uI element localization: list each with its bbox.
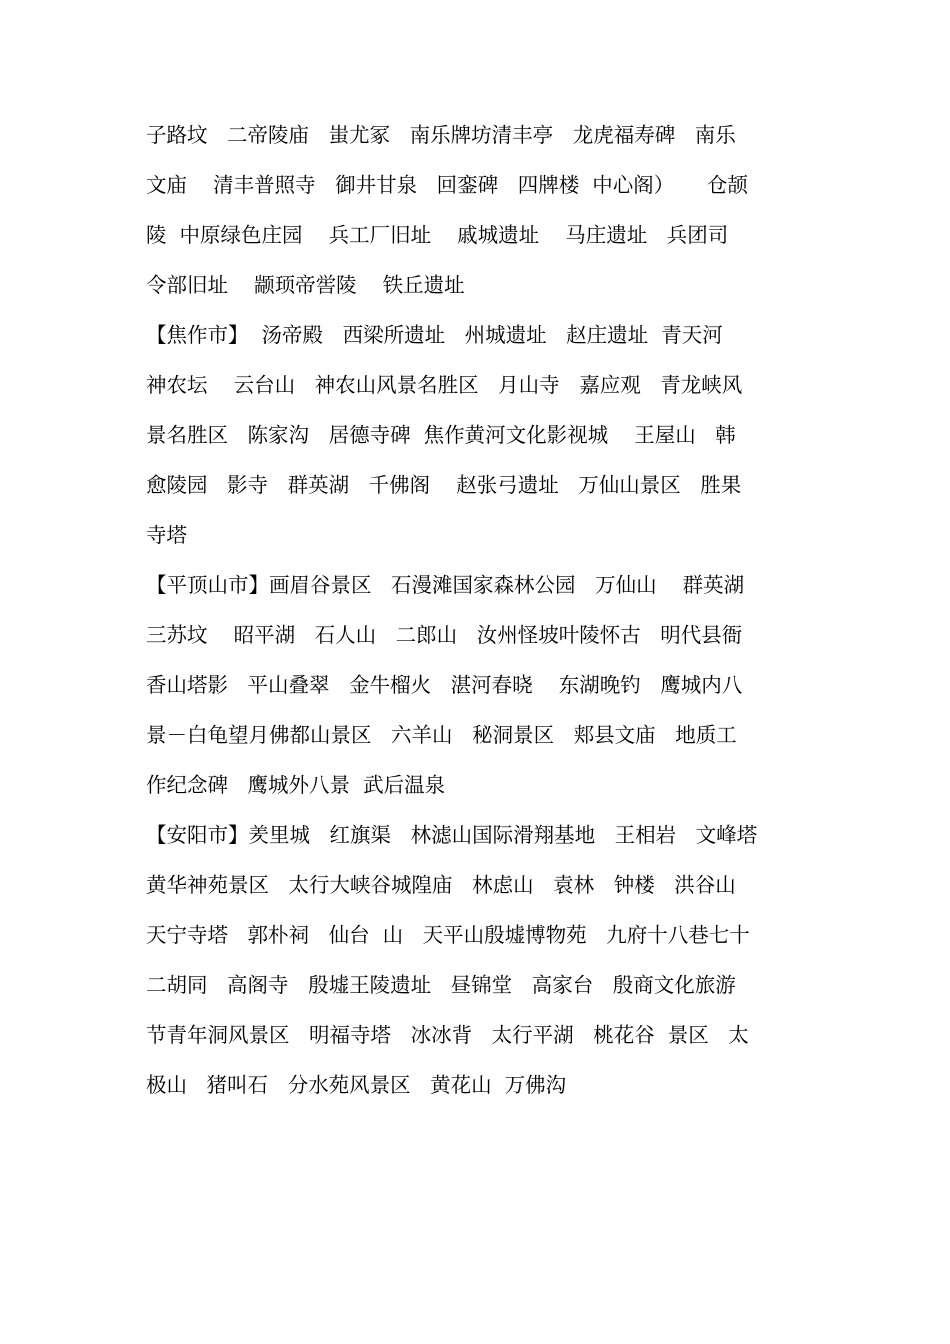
document-page: [146, 110, 818, 1110]
text-line: 天宁寺塔 郭朴祠 仙台 山 天平山殷墟博物苑 九府十八巷七十: [146, 923, 750, 947]
text-line: 神农坛 云台山 神农山风景名胜区 月山寺 嘉应观 青龙峡风: [146, 373, 743, 397]
section-anyang-line: 【安阳市】羑里城 红旗渠 林滤山国际滑翔基地 王相岩 文峰塔: [146, 823, 758, 847]
text-line: 令部旧址 颛顼帝喾陵 铁丘遗址: [146, 273, 465, 297]
text-line: 文庙 清丰普照寺 御井甘泉 回銮碑 四牌楼 中心阁） 仓颉: [146, 173, 748, 197]
text-line: 景名胜区 陈家沟 居德寺碑 焦作黄河文化影视城 王屋山 韩: [146, 423, 736, 447]
text-line: 黄华神苑景区 太行大峡谷城隍庙 林虑山 袁林 钟楼 洪谷山: [146, 873, 736, 897]
text-line: 寺塔: [146, 523, 187, 547]
text-line: 子路坟 二帝陵庙 蚩尤冢 南乐牌坊清丰亭 龙虎福寿碑 南乐: [146, 123, 736, 147]
text-line: 景－白龟望月佛都山景区 六羊山 秘洞景区 郏县文庙 地质工: [146, 723, 737, 747]
text-line: 香山塔影 平山叠翠 金牛榴火 湛河春晓 东湖晚钓 鹰城内八: [146, 673, 743, 697]
text-line: 三苏坟 昭平湖 石人山 二郎山 汝州怪坡叶陵怀古 明代县衙: [146, 623, 743, 647]
text-line: 作纪念碑 鹰城外八景 武后温泉: [146, 773, 446, 797]
text-line: 节青年洞风景区 明福寺塔 冰冰背 太行平湖 桃花谷 景区 太: [146, 1023, 749, 1047]
text-line: 愈陵园 影寺 群英湖 千佛阁 赵张弓遗址 万仙山景区 胜果: [146, 473, 742, 497]
text-line: 二胡同 高阁寺 殷墟王陵遗址 昼锦堂 高家台 殷商文化旅游: [146, 973, 736, 997]
section-jiaozuo-line: 【焦作市】 汤帝殿 西梁所遗址 州城遗址 赵庄遗址 青天河: [146, 323, 723, 347]
section-pingdingshan-line: 【平顶山市】画眉谷景区 石漫滩国家森林公园 万仙山 群英湖: [146, 573, 745, 597]
text-line: 极山 猪叫石 分水苑风景区 黄花山 万佛沟: [146, 1073, 567, 1097]
text-line: 陵 中原绿色庄园 兵工厂旧址 戚城遗址 马庄遗址 兵团司: [146, 223, 729, 247]
